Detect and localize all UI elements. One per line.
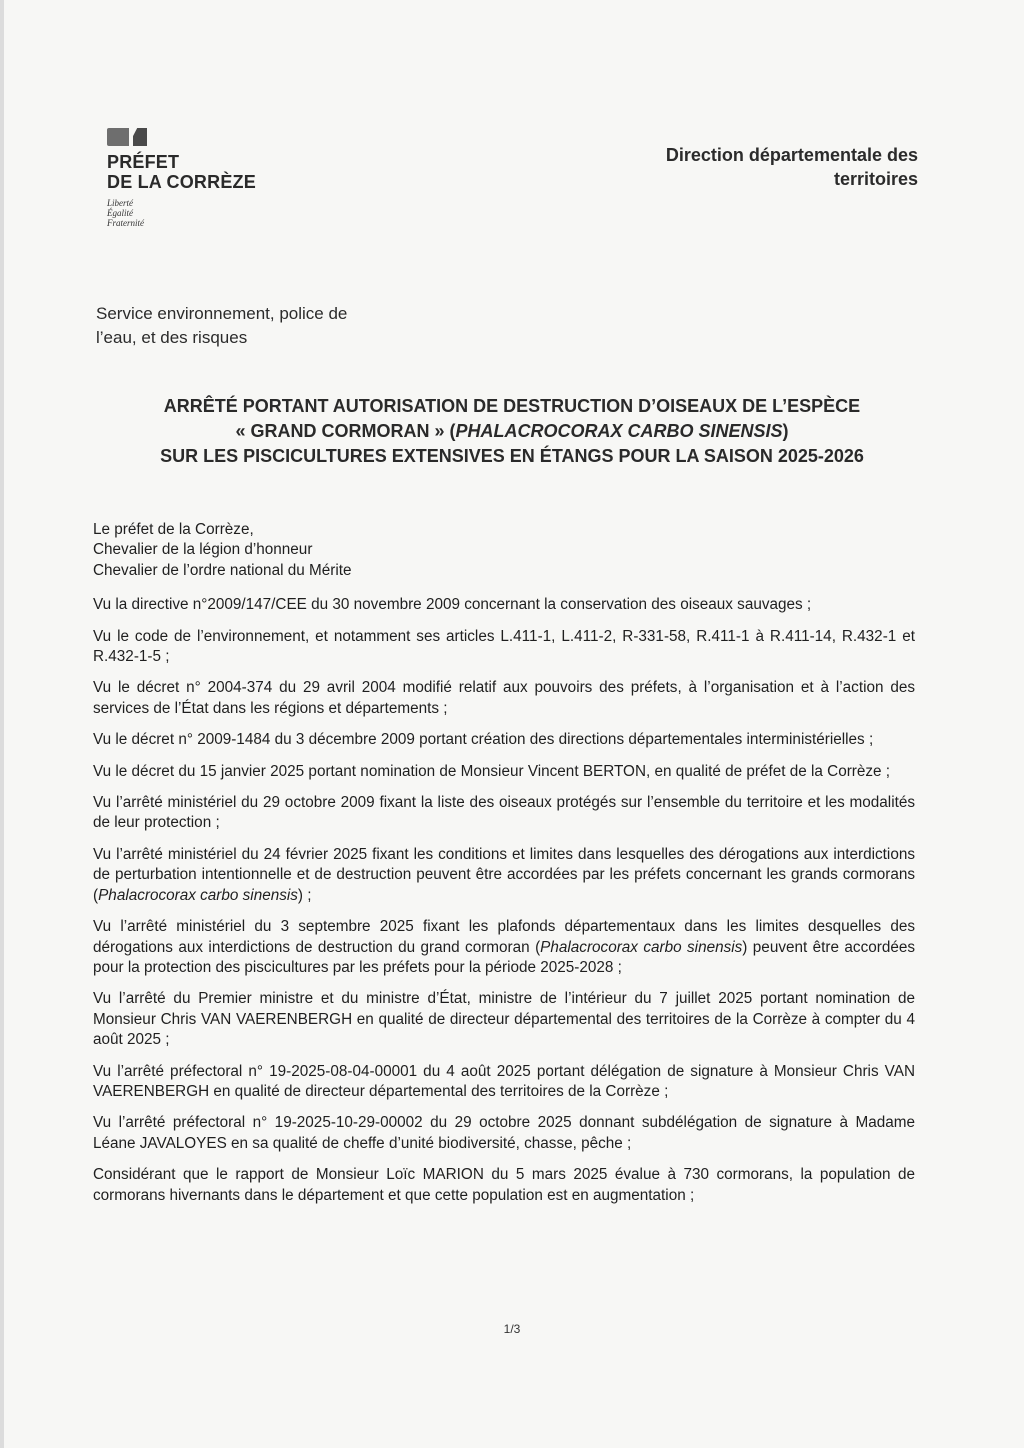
paragraph-text: Vu le décret du 15 janvier 2025 portant nomination de Monsieur Vincent BERTON, en qualité de préfet de la Corrèze ; [93, 762, 891, 780]
paragraph-text: Vu le code de l’environnement, et notamment ses articles L.411-1, L.411-2, R-331-58, R.411-1 à R.411-14, R.432-1 et R.432-1-5 ; [93, 627, 915, 666]
paragraph-text: Vu la directive n°2009/147/CEE du 30 novembre 2009 concernant la conservation des oiseaux sauvages ; [93, 596, 812, 614]
service-heading [96, 302, 426, 350]
visa-paragraph [93, 793, 915, 834]
prefet-intro [93, 520, 915, 581]
republic-motto [107, 198, 267, 228]
visa-paragraph [93, 762, 915, 782]
paragraph-text: Vu l’arrêté ministériel du 3 septembre 2025 fixant les plafonds départementaux dans les limites desquelles des dérogations aux interdictions de destruction du grand cormoran ( [93, 918, 915, 956]
motto-egalite: Égalité [107, 208, 133, 218]
document-body [93, 520, 915, 1217]
paragraph-text: Vu l’arrêté ministériel du 24 février 2025 fixant les conditions et limites dans lesquelles des dérogations aux interdictions de perturbation intentionnelle et de destruction peuvent être accordées par les préfets concernant les grands cormorans ( [93, 845, 915, 904]
page-number: 1/3 [503, 1322, 521, 1336]
paragraph-text: Vu l’arrêté du Premier ministre et du ministre d’État, ministre de l’intérieur du 7 juillet 2025 portant nomination de Monsieur Chris VAN VAERENBERGH en qualité de directeur départemental des territoires de la Corrèze à compter du 4 août 2025 ; [93, 990, 915, 1049]
paragraph-text-end: ) ; [297, 886, 312, 904]
species-name: Phalacrocorax carbo sinensis [540, 938, 743, 956]
visa-paragraphs [93, 595, 915, 1206]
title-line1: ARRÊTÉ PORTANT AUTORISATION DE DESTRUCTION D’OISEAUX DE L’ESPÈCE [163, 396, 861, 416]
prefet-line: Chevalier de la légion d’honneur [93, 541, 313, 559]
visa-paragraph [93, 1062, 915, 1103]
marianne-emblem-icon [107, 128, 267, 146]
visa-paragraph [93, 1165, 915, 1206]
visa-paragraph [93, 845, 915, 906]
paragraph-text: Considérant que le rapport de Monsieur Loïc MARION du 5 mars 2025 évalue à 730 cormorans, la population de cormorans hivernants dans le département et que cette population est en augmentation ; [93, 1166, 915, 1204]
species-name: Phalacrocorax carbo sinensis [98, 886, 298, 904]
title-line2 [100, 419, 924, 444]
paragraph-text: Vu le décret n° 2009-1484 du 3 décembre 2009 portant création des directions départementales interministérielles ; [93, 731, 874, 749]
visa-paragraph [93, 730, 915, 750]
prefet-line: Chevalier de l’ordre national du Mérite [93, 561, 352, 579]
visa-paragraph [93, 917, 915, 978]
species-name: PHALACROCORAX CARBO SINENSIS [455, 421, 783, 441]
paragraph-text: Vu l’arrêté ministériel du 29 octobre 2009 fixant la liste des oiseaux protégés sur l’ensemble du territoire et les modalités de leur protection ; [93, 794, 915, 832]
motto-fraternite: Fraternité [107, 218, 144, 228]
visa-paragraph [93, 595, 915, 615]
service-line1: Service environnement, police de [96, 304, 348, 323]
direction-heading [578, 143, 918, 191]
visa-paragraph [93, 678, 915, 719]
service-line2: l’eau, et des risques [96, 328, 248, 347]
title-line2-suffix: ) [782, 421, 789, 441]
visa-paragraph [93, 627, 915, 668]
logo-title-line1: PRÉFET [107, 152, 180, 172]
title-line2-prefix: « GRAND CORMORAN » ( [235, 421, 456, 441]
prefet-logo [107, 128, 267, 228]
motto-liberte: Liberté [107, 198, 133, 208]
logo-title-line2: DE LA CORRÈZE [107, 172, 256, 192]
scan-edge [0, 0, 4, 1448]
paragraph-text: Vu le décret n° 2004-374 du 29 avril 2004 modifié relatif aux pouvoirs des préfets, à l’organisation et à l’action des services de l’État dans les régions et départements ; [93, 679, 915, 717]
title-line3: SUR LES PISCICULTURES EXTENSIVES EN ÉTANGS POUR LA SAISON 2025-2026 [160, 446, 864, 466]
direction-line1: Direction départementale des [665, 145, 918, 165]
visa-paragraph [93, 989, 915, 1050]
paragraph-text: Vu l’arrêté préfectoral n° 19-2025-08-04-00001 du 4 août 2025 portant délégation de signature à Monsieur Chris VAN VAERENBERGH en qualité de directeur départemental des territoires de la Corrèze ; [93, 1062, 915, 1100]
paragraph-text-end: ) peuvent être accordées pour la protection des piscicultures par les préfets pour la période 2025-2028 ; [93, 938, 915, 976]
document-title [100, 394, 924, 469]
paragraph-text: Vu l’arrêté préfectoral n° 19-2025-10-29-00002 du 29 octobre 2025 donnant subdélégation de signature à Madame Léane JAVALOYES en sa qualité de cheffe d’unité biodiversité, chasse, pêche ; [93, 1114, 915, 1152]
visa-paragraph [93, 1113, 915, 1154]
direction-line2: territoires [833, 169, 918, 189]
prefet-line: Le préfet de la Corrèze, [93, 521, 254, 538]
